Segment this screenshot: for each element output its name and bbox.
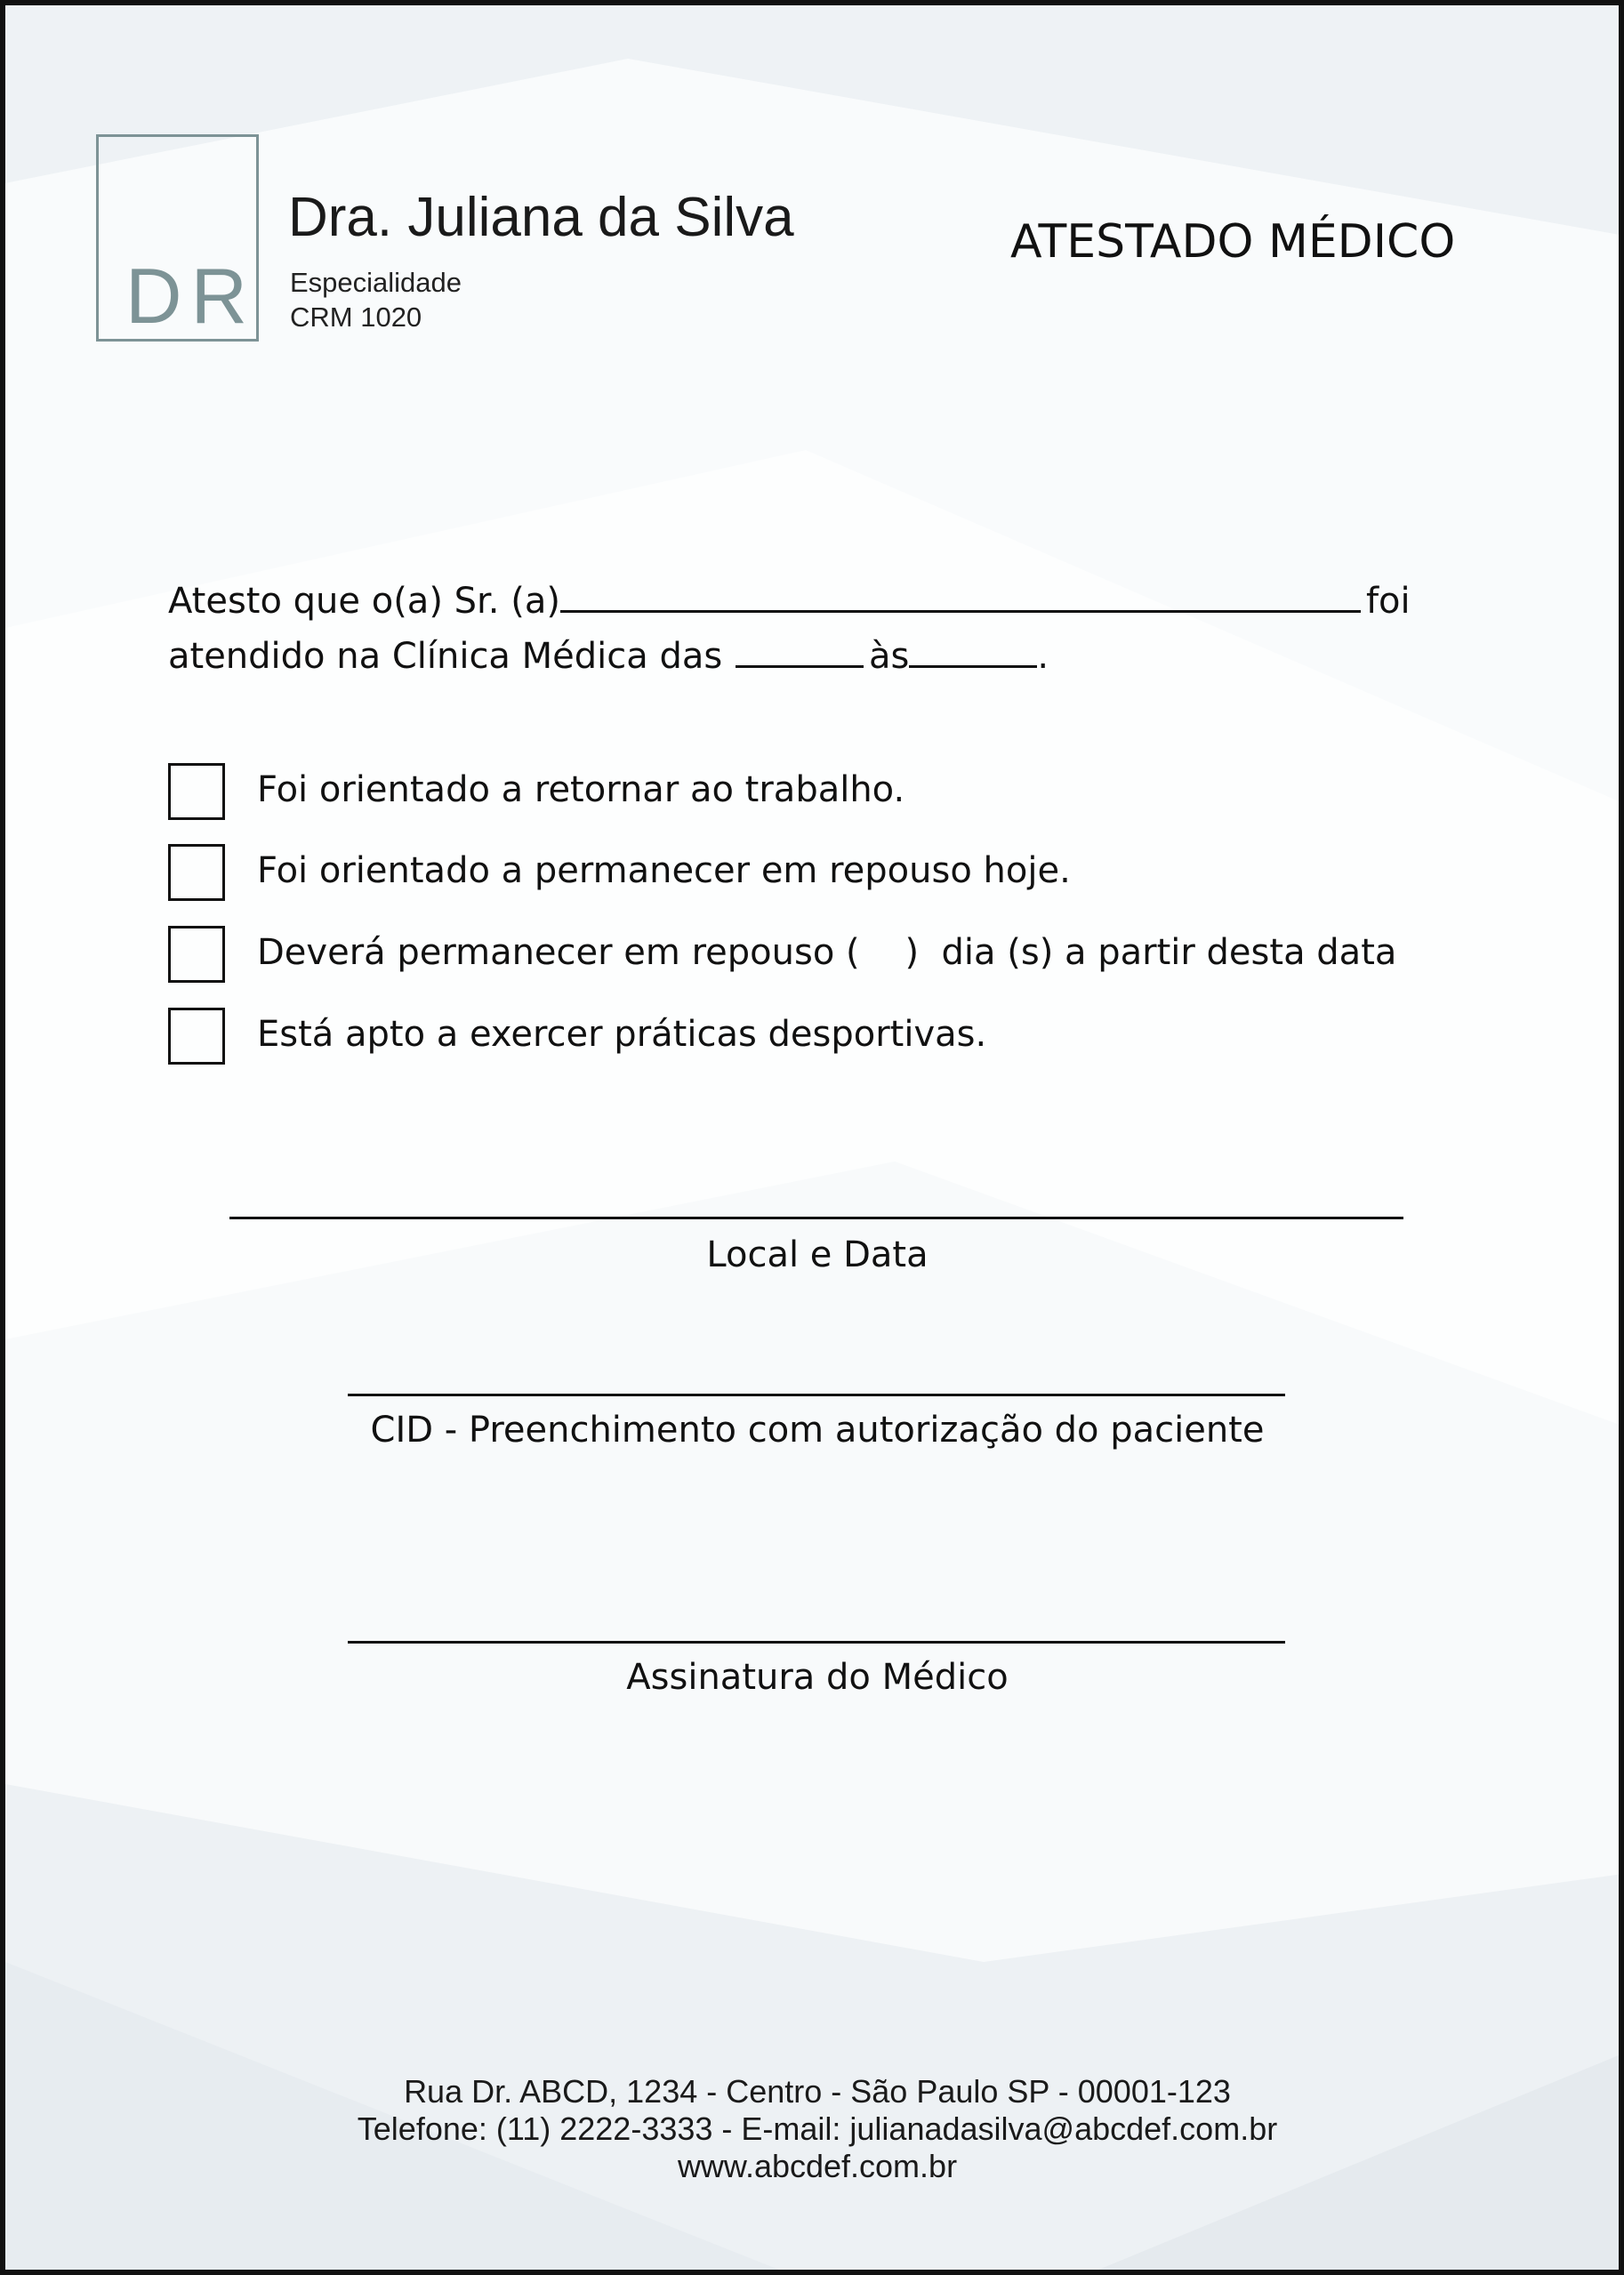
statement-text-3: atendido na Clínica Médica das (168, 636, 723, 677)
option-label: Foi orientado a retornar ao trabalho. (257, 769, 905, 810)
logo (96, 134, 259, 342)
local-date-label: Local e Data (706, 1234, 929, 1275)
doctor-signature-line[interactable] (348, 1641, 1285, 1644)
cid-line[interactable] (348, 1394, 1285, 1396)
doctor-crm: CRM 1020 (290, 301, 422, 333)
statement-text-1: Atesto que o(a) Sr. (a) (168, 581, 560, 622)
footer-address: Rua Dr. ABCD, 1234 - Centro - São Paulo SP - 00001-123 (404, 2073, 1231, 2110)
checkbox[interactable] (168, 844, 225, 901)
footer-contact: Telefone: (11) 2222-3333 - E-mail: julianadasilva@abcdef.com.br (357, 2110, 1278, 2147)
statement-line-2 (168, 636, 1049, 677)
start-time-field[interactable] (736, 665, 864, 668)
statement-text-4: às (868, 636, 910, 677)
cid-label: CID - Preenchimento com autorização do paciente (370, 1410, 1265, 1451)
doctor-signature-label: Assinatura do Médico (626, 1657, 1009, 1698)
checkbox[interactable] (168, 763, 225, 820)
doctor-specialty: Especialidade (290, 267, 462, 298)
background-decoration (5, 5, 1624, 2275)
document-title: ATESTADO MÉDICO (1010, 215, 1456, 269)
checkbox[interactable] (168, 926, 225, 983)
patient-name-field[interactable] (560, 610, 1361, 613)
footer-website: www.abcdef.com.br (677, 2148, 958, 2184)
local-date-line[interactable] (229, 1217, 1403, 1219)
statement-line-1 (168, 581, 1411, 622)
option-label: Está apto a exercer práticas desportivas. (257, 1014, 987, 1055)
doctor-name: Dra. Juliana da Silva (288, 187, 794, 248)
statement-text-5: . (1037, 636, 1049, 677)
statement-text-2: foi (1365, 581, 1411, 622)
end-time-field[interactable] (909, 665, 1037, 668)
logo-letters: DR (125, 252, 257, 340)
option-label: Foi orientado a permanecer em repouso hoje. (257, 850, 1071, 891)
option-label: Deverá permanecer em repouso ( ) dia (s) a partir desta data (257, 932, 1397, 973)
checkbox[interactable] (168, 1008, 225, 1065)
